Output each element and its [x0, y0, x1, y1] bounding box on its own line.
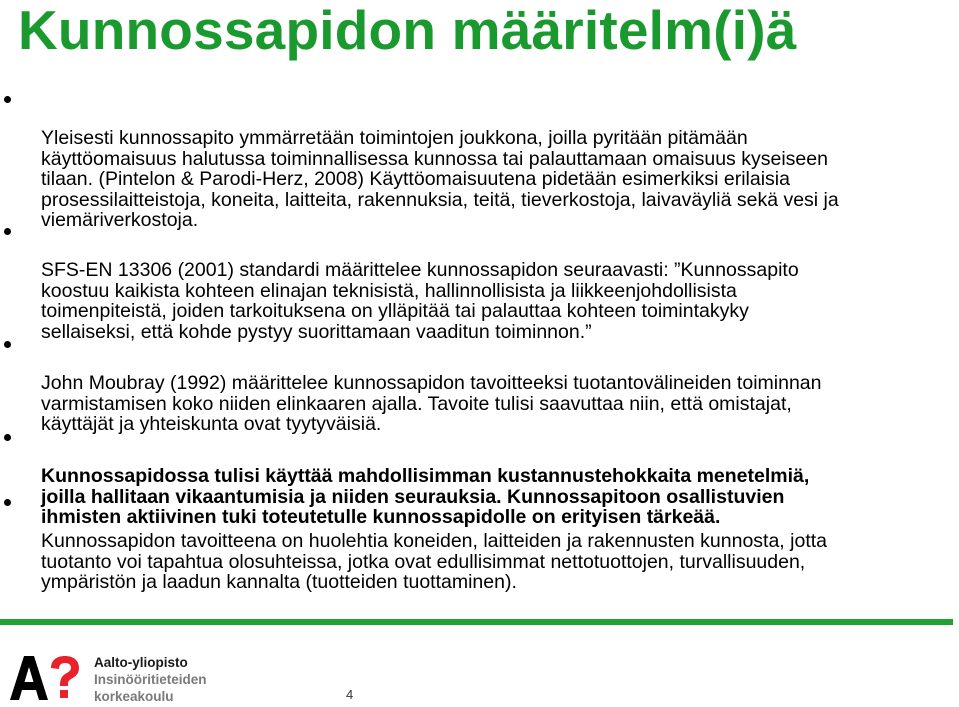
bullet-text: Kunnossapidossa tulisi käyttää mahdollisimman kustannustehokkaita menetelmiä, joilla hallitaan vikaantumisia ja niiden seurauksia. Kunnossapitoon osallistuvien ihmisten aktiivinen tuki toteutetulle kunnossapidolle on erityisen tärkeää. [41, 465, 810, 528]
slide-title: Kunnossapidon määritelm(i)ä [18, 0, 797, 61]
bullet-text: SFS-EN 13306 (2001) standardi määrittelee kunnossapidon seuraavasti: ”Kunnossapito koostuu kaikista kohteen elinajan teknisistä, hallinnollisista ja liikkeenjohdollisista toimenpiteistä, joiden tarkoituksena on ylläpitää tai palauttaa kohteen toimintakyky sellaiseksi, että kohde pystyy suorittamaan vaaditun toiminnon.” [41, 259, 799, 343]
institution-name-line2: Insinööritieteiden [94, 672, 207, 687]
bullet-item-sfs-en-standard [41, 219, 953, 342]
bullet-icon [4, 499, 11, 506]
bullet-item-general-definition [41, 87, 953, 231]
institution-name-line1: Aalto-yliopisto [94, 655, 188, 670]
bullet-text: Yleisesti kunnossapito ymmärretään toimintojen joukkona, joilla pyritään pitämään käyttöomaisuus halutussa toiminnallisessa kunnossa tai palauttamaan omaisuus kyseiseen tilaan. (Pintelon & Parodi-Herz, 2008) Käyttöomaisuutena pidetään esimerkiksi erilaisia prosessilaitteistoja, koneita, laitteita, rakennuksia, teitä, tieverkostoja, laivaväyliä sekä vesi ja viemäriverkostoja. [41, 127, 839, 231]
bullet-item-moubray-definition [41, 332, 953, 435]
institution-name [94, 654, 207, 705]
bullet-icon [4, 434, 11, 441]
aalto-logo-icon [10, 656, 82, 700]
bullet-icon [4, 228, 11, 235]
footer-divider [0, 619, 953, 625]
bullet-icon [4, 96, 11, 103]
bullet-icon [4, 341, 11, 348]
bullet-item-maintenance-goal [41, 490, 953, 593]
institution-name-line3: korkeakoulu [94, 689, 174, 704]
page-number: 4 [346, 687, 354, 702]
bullet-text: John Moubray (1992) määrittelee kunnossapidon tavoitteeksi tuotantovälineiden toiminnan varmistamisen koko niiden elinkaaren ajalla. Tavoite tulisi saavuttaa niin, että omistajat, käyttäjät ja yhteiskunta ovat tyytyväisiä. [41, 372, 822, 435]
bullet-text: Kunnossapidon tavoitteena on huolehtia koneiden, laitteiden ja rakennusten kunnosta, jotta tuotanto voi tapahtua olosuhteissa, jotka ovat edullisimmat nettotuottojen, turvallisuuden, ympäristön ja laadun kannalta (tuotteiden tuottaminen). [41, 530, 827, 593]
